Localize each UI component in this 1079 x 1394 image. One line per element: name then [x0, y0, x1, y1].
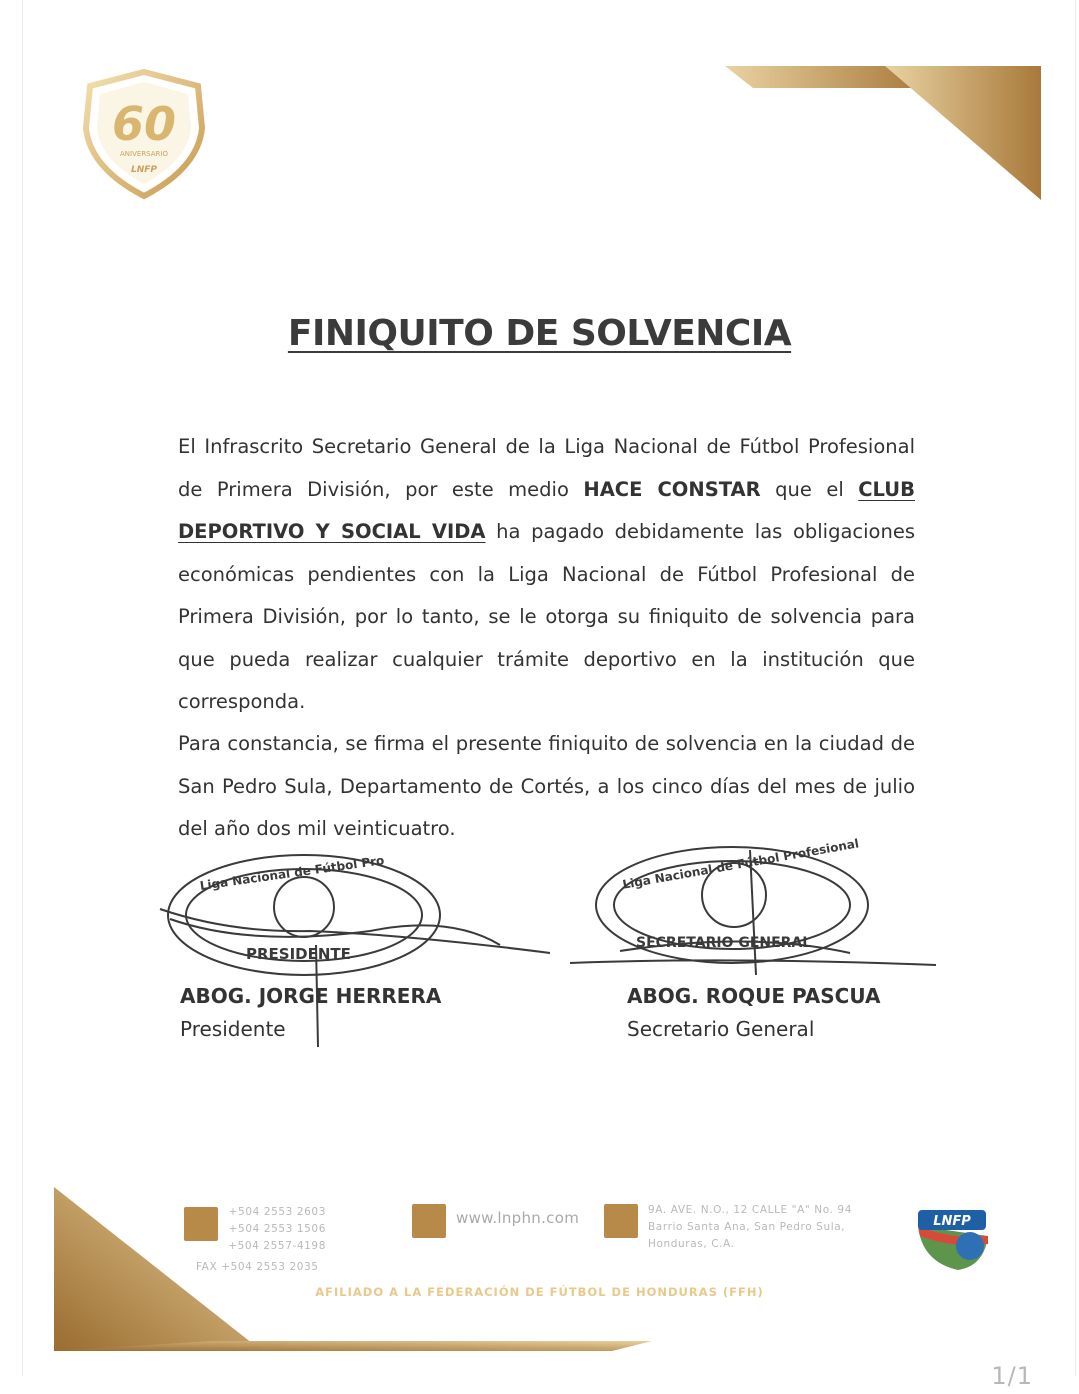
- signer-role: Presidente: [180, 1017, 286, 1041]
- stamp2-role: SECRETARIO GENERAL: [636, 935, 812, 951]
- club-name: CLUB DEPORTIVO Y SOCIAL VIDA: [178, 477, 915, 543]
- document-title: FINIQUITO DE SOLVENCIA: [287, 313, 792, 354]
- footer-website[interactable]: www.lnphn.com: [456, 1209, 580, 1227]
- lnfp-badge-icon: [912, 1196, 992, 1276]
- signer-role: Secretario General: [627, 1017, 815, 1041]
- logo-org: LNFP: [130, 165, 158, 175]
- stamp2-ring-text: Liga Nacional de Fútbol Profesional: [621, 836, 860, 892]
- globe-icon: [412, 1204, 446, 1238]
- svg-text:LNFP: LNFP: [933, 1214, 971, 1229]
- footer-fax: FAX +504 2553 2035: [196, 1261, 319, 1273]
- signature-block-president: [180, 980, 441, 1046]
- location-pin-icon: [604, 1204, 638, 1238]
- signer-name: ABOG. ROQUE PASCUA: [627, 984, 881, 1008]
- body-paragraph-1: El Infrascrito Secretario General de la Liga Nacional de Fútbol Profesional de Primera División, por este medio HACE CONSTAR que el CLUB DEPORTIVO Y SOCIAL VIDA ha pagado debidamente las obligaciones económicas pendientes con la Liga Nacional de Fútbol Profesional de Primera División, por lo tanto, se le otorga su finiquito de solvencia para que pueda realizar cualquier trámite deportivo en la institución que corresponda.: [178, 435, 916, 713]
- page-indicator: 1/1: [991, 1362, 1033, 1390]
- logo-number: 60: [111, 97, 177, 151]
- footer-affiliation: AFILIADO A LA FEDERACIÓN DE FÚTBOL DE HONDURAS (FFH): [315, 1285, 764, 1299]
- signature-block-secretary: [627, 980, 880, 1046]
- corner-decoration: [725, 66, 1045, 202]
- phone-icon: [184, 1207, 218, 1241]
- footer-phones: +504 2553 2603 +504 2553 1506 +504 2557-4198: [228, 1206, 326, 1252]
- stamp1-role: PRESIDENTE: [246, 945, 351, 963]
- hace-constar: HACE CONSTAR: [583, 477, 761, 501]
- body-paragraph-2: Para constancia, se firma el presente finiquito de solvencia en la ciudad de San Pedro Sula, Departamento de Cortés, a los cinco días del mes de julio del año dos mil veinticuatro.: [178, 732, 915, 840]
- footer-address: 9A. AVE. N.O., 12 CALLE "A" No. 94 Barrio Santa Ana, San Pedro Sula, Honduras, C.A.: [648, 1204, 852, 1250]
- anniversary-logo-icon: [78, 68, 210, 200]
- signer-name: ABOG. JORGE HERRERA: [180, 984, 442, 1008]
- logo-years: ANIVERSARIO: [120, 150, 168, 158]
- stamp1-ring-text: Liga Nacional de Fútbol Pro: [198, 853, 386, 893]
